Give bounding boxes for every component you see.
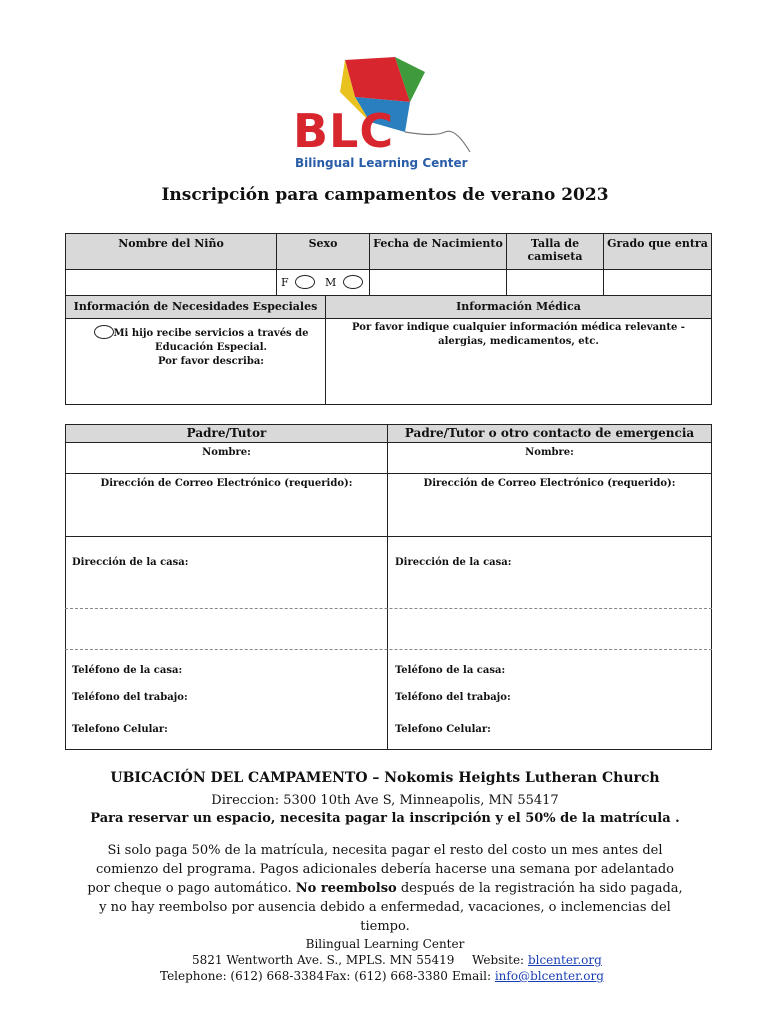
grade-field[interactable]	[603, 269, 712, 296]
col-shirt: Talla de camiseta	[506, 233, 604, 270]
location-address: Direccion: 5300 10th Ave S, Minneapolis, MN 55417	[211, 793, 559, 808]
col-child-name: Nombre del Niño	[65, 233, 277, 270]
footer-address: 5821 Wentworth Ave. S., MPLS. MN 55419	[192, 953, 455, 967]
email-label: Email:	[452, 969, 492, 983]
shirt-field[interactable]	[506, 269, 604, 296]
logo-subtitle: Bilingual Learning Center	[295, 156, 468, 170]
sex-f-radio[interactable]	[295, 275, 315, 289]
emergency-email-label[interactable]: Dirección de Correo Electrónico (requerido):	[423, 478, 676, 489]
dob-field[interactable]	[369, 269, 507, 296]
medical-text: Por favor indique cualquier información médica relevante - alergias, medicamentos, etc.	[352, 322, 685, 347]
guardian-name-label[interactable]: Nombre:	[202, 447, 251, 458]
logo-text: BLC	[293, 104, 395, 158]
emergency-header: Padre/Tutor o otro contacto de emergencia	[387, 424, 712, 443]
child-name-field[interactable]	[65, 269, 277, 296]
emergency-home-phone-label[interactable]: Teléfono de la casa:	[395, 665, 506, 676]
medical-box[interactable]	[325, 318, 712, 405]
guardian-address-label[interactable]: Dirección de la casa:	[72, 557, 189, 568]
payment-text-2: después de la registración ha sido pagada, y no hay reembolso por ausencia debido a enfermedad, vacaciones, o inclemencias del tiempo.	[99, 881, 683, 934]
page-title: Inscripción para campamentos de verano 2023	[161, 185, 609, 205]
emergency-name-label[interactable]: Nombre:	[525, 447, 574, 458]
payment-text-1: Si solo paga 50% de la matrícula, necesita pagar el resto del costo un mes antes del comienzo del programa. Pagos adicionales debería hacerse una semana por adelantado por cheque o pago automático.	[87, 843, 674, 896]
guardian-work-phone-label[interactable]: Teléfono del trabajo:	[72, 692, 188, 703]
payment-paragraph	[85, 841, 685, 936]
sex-m-radio[interactable]	[343, 275, 363, 289]
location-heading: UBICACIÓN DEL CAMPAMENTO – Nokomis Heights Lutheran Church	[110, 770, 660, 786]
medical-header: Información Médica	[325, 295, 712, 319]
emergency-work-phone-label[interactable]: Teléfono del trabajo:	[395, 692, 511, 703]
special-needs-line1: Mi hijo recibe servicios a través de	[113, 328, 309, 339]
footer-org: Bilingual Learning Center	[305, 937, 465, 951]
special-needs-box[interactable]	[65, 318, 326, 405]
emergency-address-label[interactable]: Dirección de la casa:	[395, 557, 512, 568]
website-link[interactable]: blcenter.org	[527, 953, 602, 967]
no-refund-text: No reembolso	[295, 881, 397, 896]
col-sex: Sexo	[276, 233, 370, 270]
sex-field	[276, 269, 370, 296]
website-label: Website:	[472, 953, 525, 967]
guardian-cell-phone-label[interactable]: Telefono Celular:	[72, 724, 168, 735]
footer-fax: Fax: (612) 668-3380	[325, 969, 448, 983]
guardian-email-label[interactable]: Dirección de Correo Electrónico (requerido):	[100, 478, 353, 489]
sex-f-label: F	[281, 276, 289, 289]
reserve-note: Para reservar un espacio, necesita pagar la inscripción y el 50% de la matrícula .	[90, 811, 680, 826]
guardian-header: Padre/Tutor	[65, 424, 388, 443]
special-needs-line3: Por favor describa:	[158, 356, 264, 367]
logo	[285, 52, 485, 182]
emergency-cell-phone-label[interactable]: Telefono Celular:	[395, 724, 491, 735]
col-dob: Fecha de Nacimiento	[369, 233, 507, 270]
footer-telephone: Telephone: (612) 668-3384	[160, 969, 325, 983]
sex-m-label: M	[325, 276, 337, 289]
email-link[interactable]: info@blcenter.org	[494, 969, 604, 983]
special-needs-header: Información de Necesidades Especiales	[65, 295, 326, 319]
special-needs-line2: Educación Especial.	[154, 342, 268, 353]
col-grade: Grado que entra	[603, 233, 712, 270]
guardian-home-phone-label[interactable]: Teléfono de la casa:	[72, 665, 183, 676]
